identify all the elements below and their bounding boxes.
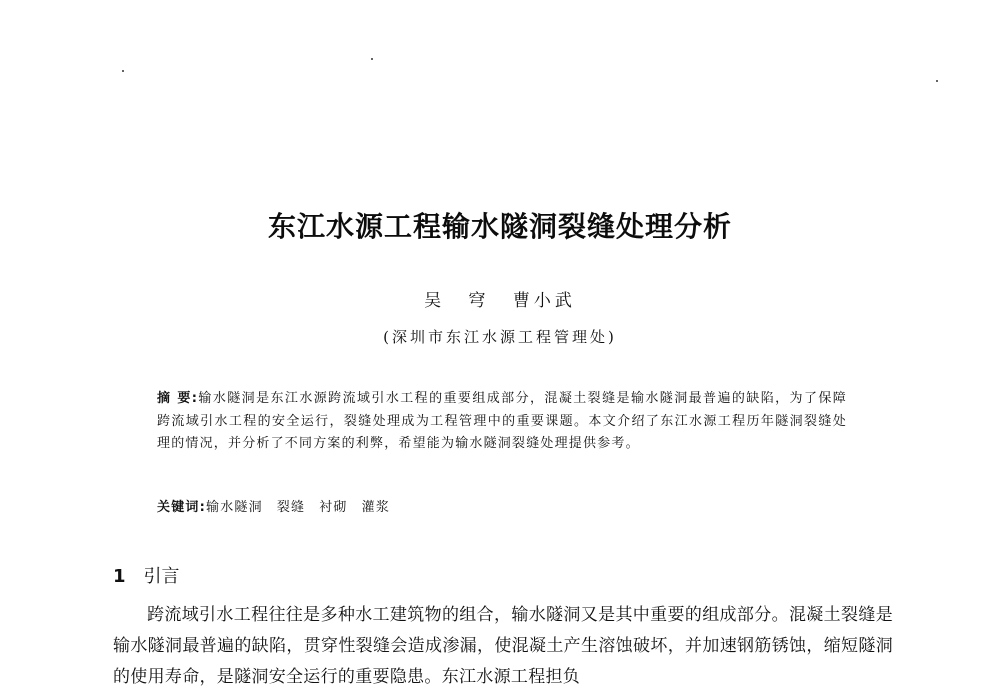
paper-authors: 吴 穹 曹小武 — [424, 291, 576, 311]
keyword: 灌浆 — [361, 500, 391, 515]
body-paragraph: 跨流域引水工程往往是多种水工建筑物的组合，输水隧洞又是其中重要的组成部分。混凝土裂缝是输水隧洞最普遍的缺陷，贯穿性裂缝会造成渗漏，使混凝土产生溶蚀破坏，并加速钢筋锈蚀，缩短隧洞的使用寿命，是隧洞安全运行的重要隐患。东江水源工程担负 — [113, 605, 893, 687]
keyword: 输水隧洞 — [206, 500, 263, 515]
paper-title: 东江水源工程输水隧洞裂缝处理分析 — [267, 210, 732, 243]
keywords-label: 关键词: — [157, 500, 206, 515]
keywords-line — [157, 496, 847, 515]
scan-speck — [122, 70, 124, 72]
section-heading — [113, 562, 180, 588]
section-number: 1 — [113, 566, 126, 587]
keyword: 裂缝 — [276, 500, 306, 515]
scan-speck — [371, 58, 373, 60]
abstract-label: 摘 要: — [157, 391, 199, 406]
abstract-text: 输水隧洞是东江水源跨流域引水工程的重要组成部分，混凝土裂缝是输水隧洞最普遍的缺陷，为了保障跨流域引水工程的安全运行，裂缝处理成为工程管理中的重要课题。本文介绍了东江水源工程历年隧洞裂缝处理的情况，并分析了不同方案的利弊，希望能为输水隧洞裂缝处理提供参考。 — [157, 391, 847, 451]
paper-affiliation: (深圳市东江水源工程管理处) — [383, 328, 617, 346]
abstract-block — [157, 388, 847, 456]
keyword: 衬砌 — [319, 500, 348, 515]
scan-speck — [936, 80, 938, 82]
section-title: 引言 — [143, 566, 180, 587]
